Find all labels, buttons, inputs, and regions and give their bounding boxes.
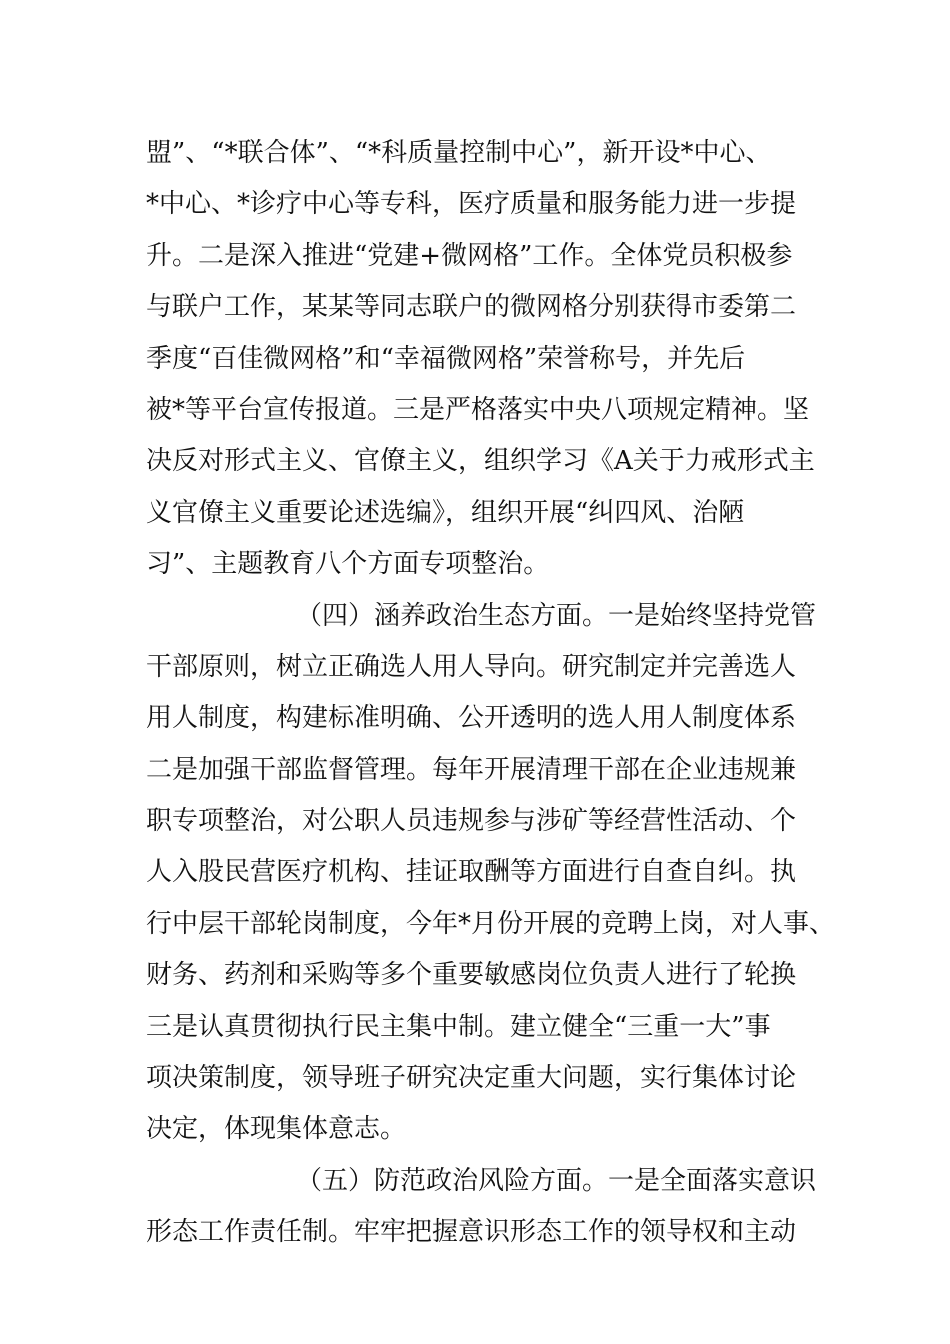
text-line: 职专项整治，对公职人员违规参与涉矿等经营性活动、个 (146, 806, 797, 837)
text-line: 人入股民营医疗机构、挂证取酬等方面进行自查自纠。执 (146, 857, 797, 888)
text-line: 三是认真贯彻执行民主集中制。建立健全“三重一大”事 (146, 1011, 771, 1042)
text-line: 季度“百佳微网格”和“幸福微网格”荣誉称号，并先后 (146, 343, 746, 374)
text-line: 盟”、“*联合体”、“*科质量控制中心”，新开设*中心、 (146, 138, 772, 168)
paragraph-5 (146, 1156, 826, 1259)
text-line: 决反对形式主义、官僚主义，组织学习《A关于力戒形式主 (146, 446, 815, 477)
text-line: 财务、药剂和采购等多个重要敏感岗位负责人进行了轮换 (146, 960, 797, 991)
text-line: *中心、*诊疗中心等专科，医疗质量和服务能力进一步提 (146, 189, 797, 220)
document-body (146, 128, 836, 1259)
text-line: 行中层干部轮岗制度，今年*月份开展的竞聘上岗，对人事、 (146, 908, 836, 939)
paragraph-4 (146, 591, 836, 1156)
text-line: 义官僚主义重要论述选编》，组织开展“纠四风、治陋 (146, 497, 745, 528)
text-line: 形态工作责任制。牢牢把握意识形态工作的领导权和主动 (146, 1217, 797, 1248)
text-line: 习”、主题教育八个方面专项整治。 (146, 549, 550, 580)
paragraph-heading-4: （四）涵养政治生态方面。一是始终坚持党管 (296, 600, 817, 631)
text-line: 用人制度，构建标准明确、公开透明的选人用人制度体系 (146, 703, 797, 734)
text-line: 二是加强干部监督管理。每年开展清理干部在企业违规兼 (146, 754, 797, 785)
text-line: 决定，体现集体意志。 (146, 1114, 407, 1145)
text-line: 与联户工作，某某等同志联户的微网格分别获得市委第二 (146, 292, 797, 323)
text-line: 干部原则，树立正确选人用人导向。研究制定并完善选人 (146, 651, 797, 682)
text-line: 升。二是深入推进“党建+微网格”工作。全体党员积极参 (146, 240, 793, 271)
paragraph-3-continued (146, 128, 826, 591)
text-line: 被*等平台宣传报道。三是严格落实中央八项规定精神。坚 (146, 394, 810, 425)
text-line: 项决策制度，领导班子研究决定重大问题，实行集体讨论 (146, 1063, 797, 1094)
paragraph-heading-5: （五）防范政治风险方面。一是全面落实意识 (296, 1165, 817, 1196)
